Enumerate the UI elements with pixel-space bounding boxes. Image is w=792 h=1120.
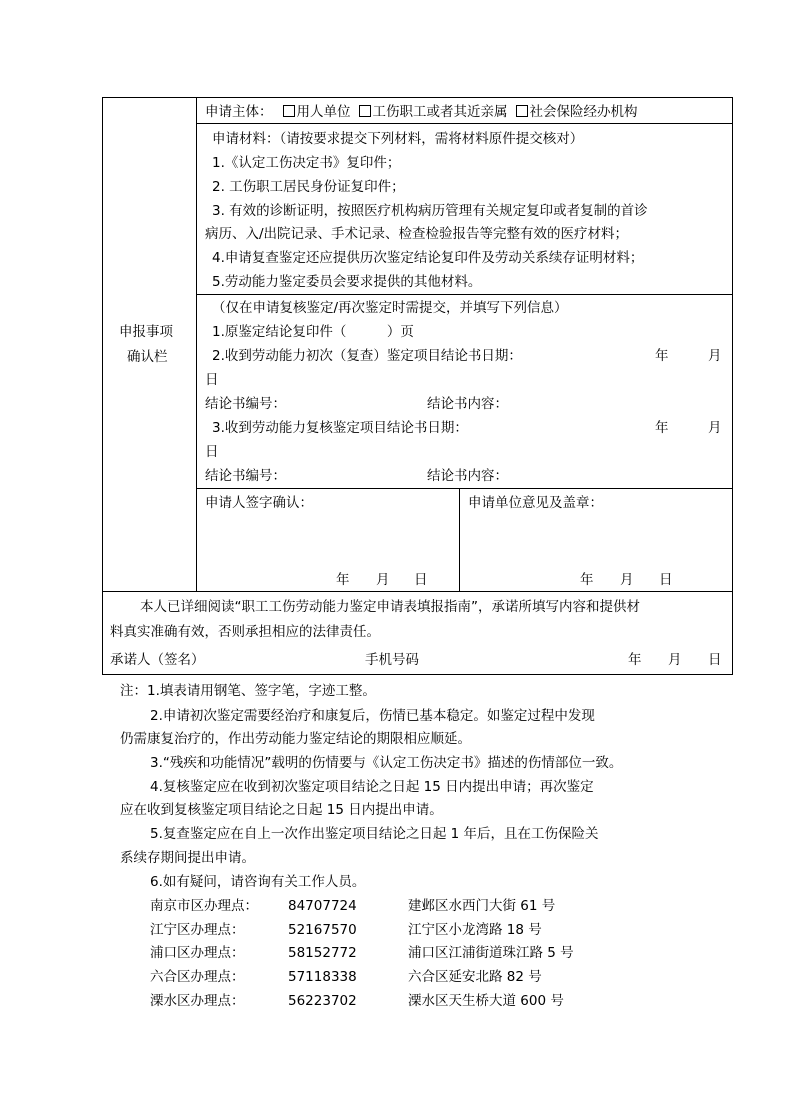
cert-content-label: 结论书内容：	[427, 468, 508, 484]
review-item-3-month: 月	[708, 420, 722, 436]
unit-opinion-label: 申请单位意见及盖章：	[468, 495, 603, 511]
note-6: 6.如有疑问，请咨询有关工作人员。	[150, 874, 366, 890]
row-divider-review	[196, 488, 733, 489]
signature-column-divider	[459, 488, 460, 591]
cert-number-label: 结论书编号：	[205, 396, 286, 412]
office-phone: 57118338	[288, 969, 357, 985]
review-item-1: 1.原鉴定结论复印件（ ）页	[212, 324, 414, 340]
label-column-divider	[196, 97, 197, 591]
checkbox-social-insurance[interactable]	[516, 105, 528, 117]
note-1: 注：1.填表请用钢笔、签字笔，字迹工整。	[120, 683, 376, 699]
office-address: 建邺区水西门大街 61 号	[408, 898, 556, 914]
unit-sign-day: 日	[659, 572, 673, 588]
option-label: 工伤职工或者其近亲属	[372, 104, 508, 120]
unit-sign-month: 月	[620, 572, 634, 588]
materials-intro: 申请材料：（请按要求提交下列材料，需将材料原件提交核对）	[212, 131, 584, 147]
office-name: 浦口区办理点：	[150, 945, 245, 961]
review-item-3: 3.收到劳动能力复核鉴定项目结论书日期：	[212, 420, 468, 436]
applicant-sign-year: 年	[336, 572, 350, 588]
material-item: 2. 工伤职工居民身份证复印件；	[212, 179, 405, 195]
note-4-cont: 应在收到复核鉴定项目结论之日起 15 日内提出申请。	[120, 802, 443, 818]
applicant-signature-label: 申请人签字确认：	[205, 495, 313, 511]
section-label: 申报事项	[119, 324, 173, 340]
note-5: 5.复查鉴定应在自上一次作出鉴定项目结论之日起 1 年后，且在工伤保险关	[150, 826, 599, 842]
row-divider-commitment	[102, 591, 733, 592]
material-item: 4.申请复查鉴定还应提供历次鉴定结论复印件及劳动关系续存证明材料；	[212, 250, 644, 266]
checkbox-employer[interactable]	[283, 105, 295, 117]
applicant-type-label: 申请主体：	[205, 104, 273, 120]
office-address: 六合区延安北路 82 号	[408, 969, 542, 985]
office-name: 南京市区办理点：	[150, 898, 258, 914]
applicant-sign-day: 日	[414, 572, 428, 588]
review-item-2-month: 月	[708, 348, 722, 364]
unit-sign-year: 年	[580, 572, 594, 588]
office-name: 溧水区办理点：	[150, 993, 245, 1009]
office-phone: 52167570	[288, 922, 357, 938]
applicant-type-row	[205, 105, 638, 120]
office-phone: 58152772	[288, 945, 357, 961]
checkbox-worker[interactable]	[359, 105, 371, 117]
material-item: 5.劳动能力鉴定委员会要求提供的其他材料。	[212, 274, 482, 290]
cert-number-label: 结论书编号：	[205, 468, 286, 484]
note-3: 3.“残疾和功能情况”载明的伤情要与《认定工伤决定书》描述的伤情部位一致。	[150, 755, 623, 771]
office-name: 江宁区办理点：	[150, 922, 245, 938]
commitment-text: 料真实准确有效，否则承担相应的法律责任。	[110, 624, 380, 640]
row-divider-materials	[196, 294, 733, 295]
review-item-2-day: 日	[205, 372, 219, 388]
applicant-sign-month: 月	[376, 572, 390, 588]
review-item-2: 2.收到劳动能力初次（复查）鉴定项目结论书日期：	[212, 348, 522, 364]
review-item-2-year: 年	[655, 348, 669, 364]
office-phone: 56223702	[288, 993, 357, 1009]
material-item: 3. 有效的诊断证明，按照医疗机构病历管理有关规定复印或者复制的首诊	[212, 203, 648, 219]
review-item-3-year: 年	[655, 420, 669, 436]
phone-number-label: 手机号码	[365, 652, 419, 668]
option-label: 社会保险经办机构	[529, 104, 638, 120]
review-item-3-day: 日	[205, 444, 219, 460]
office-name: 六合区办理点：	[150, 969, 245, 985]
office-address: 溧水区天生桥大道 600 号	[408, 993, 564, 1009]
office-address: 浦口区江浦街道珠江路 5 号	[408, 945, 574, 961]
material-item: 病历、入/出院记录、手术记录、检查检验报告等完整有效的医疗材料；	[205, 226, 629, 242]
office-phone: 84707724	[288, 898, 357, 914]
material-item: 1.《认定工伤决定书》复印件；	[212, 155, 401, 171]
review-intro: （仅在申请复核鉴定/再次鉴定时需提交，并填写下列信息）	[212, 300, 568, 316]
commitment-month: 月	[668, 652, 682, 668]
note-2-cont: 仍需康复治疗的，作出劳动能力鉴定结论的期限相应顺延。	[120, 731, 471, 747]
note-4: 4.复核鉴定应在收到初次鉴定项目结论之日起 15 日内提出申请；再次鉴定	[150, 779, 594, 795]
section-label: 确认栏	[127, 349, 168, 365]
table-right-border	[732, 97, 733, 675]
commitment-year: 年	[628, 652, 642, 668]
cert-content-label: 结论书内容：	[427, 396, 508, 412]
office-address: 江宁区小龙湾路 18 号	[408, 922, 542, 938]
commitment-day: 日	[708, 652, 722, 668]
note-2: 2.申请初次鉴定需要经治疗和康复后，伤情已基本稳定。如鉴定过程中发现	[150, 708, 595, 724]
table-left-border	[102, 97, 103, 675]
option-label: 用人单位	[296, 104, 351, 120]
note-5-cont: 系续存期间提出申请。	[120, 850, 255, 866]
commitment-text: 本人已详细阅读“职工工伤劳动能力鉴定申请表填报指南”，承诺所填写内容和提供材	[140, 599, 640, 615]
table-bottom-border	[102, 674, 733, 675]
promiser-signature-label: 承诺人（签名）	[110, 652, 205, 668]
row-divider-applicant	[196, 123, 733, 124]
